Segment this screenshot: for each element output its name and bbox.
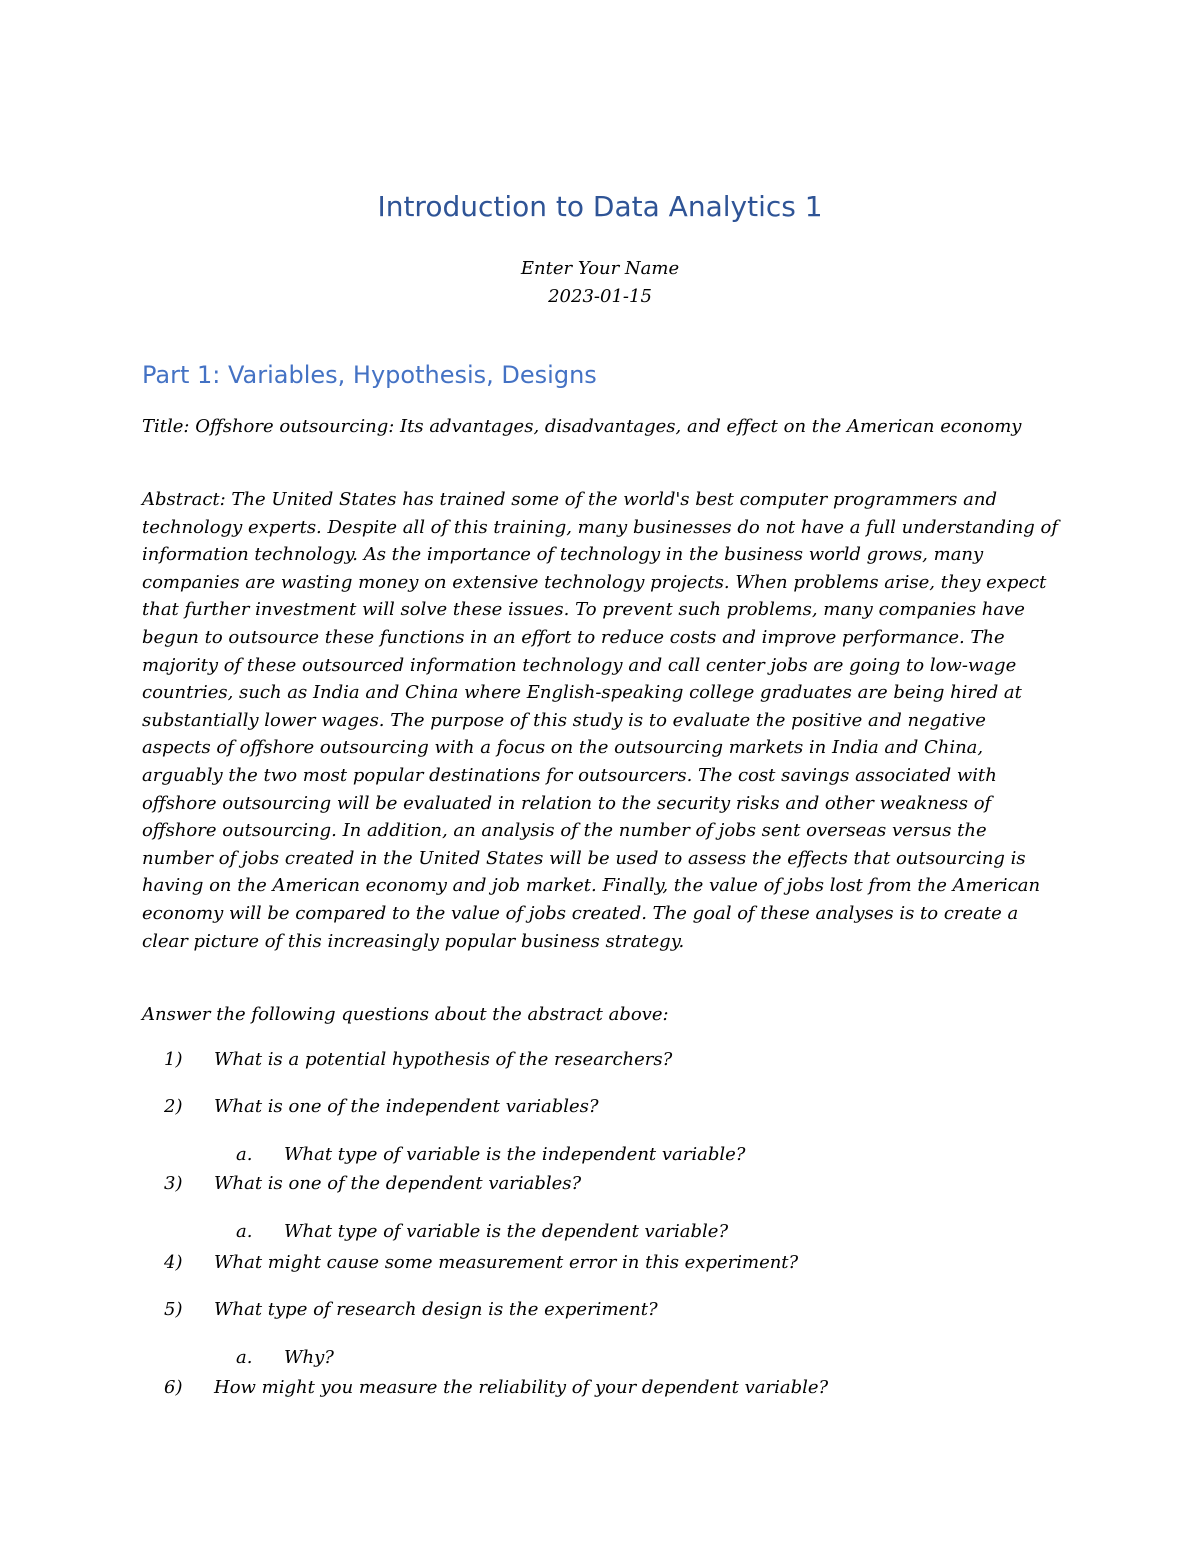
question-text: What type of variable is the independent variable?: [284, 1144, 746, 1165]
question-number: 6): [164, 1377, 183, 1398]
question-2: [142, 1093, 599, 1121]
question-number: a.: [236, 1347, 253, 1368]
document-date: 2023-01-15: [548, 286, 652, 307]
question-text: What type of research design is the experiment?: [214, 1299, 658, 1320]
question-6: [142, 1374, 828, 1402]
question-3: [142, 1170, 581, 1198]
document-title: Introduction to Data Analytics 1: [377, 190, 823, 223]
question-3a: [142, 1218, 728, 1246]
question-1: [142, 1046, 672, 1074]
abstract-paragraph: Abstract: The United States has trained some of the world's best computer programmers and technology experts. Despite all of this training, many businesses do not have a full understanding of information technology. As the importance of technology in the business world grows, many companies are wasting money on extensive technology projects. When problems arise, they expect that further investment will solve these issues. To prevent such problems, many companies have begun to outsource these functions in an effort to reduce costs and improve performance. The majority of these outsourced information technology and call center jobs are going to low-wage countries, such as India and China where English-speaking college graduates are being hired at substantially lower wages. The purpose of this study is to evaluate the positive and negative aspects of offshore outsourcing with a focus on the outsourcing markets in India and China, arguably the two most popular destinations for outsourcers. The cost savings associated with offshore outsourcing will be evaluated in relation to the security risks and other weakness of offshore outsourcing. In addition, an analysis of the number of jobs sent overseas versus the number of jobs created in the United States will be used to assess the effects that outsourcing is having on the American economy and job market. Finally, the value of jobs lost from the American economy will be compared to the value of jobs created. The goal of these analyses is to create a clear picture of this increasingly popular business strategy.: [142, 489, 1059, 952]
section-heading: Part 1: Variables, Hypothesis, Designs: [142, 361, 597, 389]
study-title-paragraph: Title: Offshore outsourcing: Its advantages, disadvantages, and effect on the American economy: [142, 416, 1022, 437]
question-2a: [142, 1141, 745, 1169]
instruction-text: Answer the following questions about the abstract above:: [142, 1004, 669, 1025]
question-5a: [142, 1344, 334, 1372]
question-text: What is one of the independent variables?: [214, 1096, 599, 1117]
question-text: What is a potential hypothesis of the researchers?: [214, 1049, 673, 1070]
question-text: Why?: [284, 1347, 334, 1368]
question-4: [142, 1249, 798, 1277]
question-5: [142, 1296, 658, 1324]
question-number: 1): [164, 1049, 183, 1070]
question-number: a.: [236, 1144, 253, 1165]
question-text: How might you measure the reliability of your dependent variable?: [214, 1377, 829, 1398]
author-name: Enter Your Name: [520, 258, 680, 279]
question-number: 5): [164, 1299, 183, 1320]
document-page: [142, 0, 1062, 1553]
question-number: a.: [236, 1221, 253, 1242]
question-text: What is one of the dependent variables?: [214, 1173, 582, 1194]
question-text: What type of variable is the dependent variable?: [284, 1221, 729, 1242]
question-number: 4): [164, 1252, 183, 1273]
question-number: 3): [164, 1173, 183, 1194]
question-text: What might cause some measurement error in this experiment?: [214, 1252, 799, 1273]
question-number: 2): [164, 1096, 183, 1117]
